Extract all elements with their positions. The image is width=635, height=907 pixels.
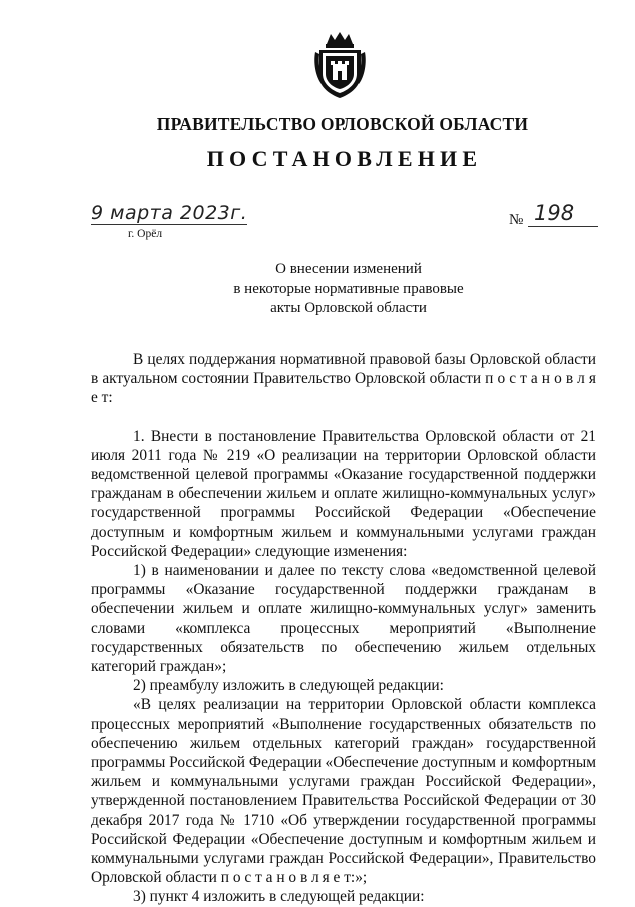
government-title: ПРАВИТЕЛЬСТВО ОРЛОВСКОЙ ОБЛАСТИ	[156, 114, 529, 134]
subject-line: О внесении изменений	[275, 261, 422, 277]
subject-line: в некоторые нормативные правовые	[233, 280, 464, 297]
paragraph-quote: «В целях реализации на территории Орловской области комплекса процессных мероприятий «Выполнение государственных обязательств по обеспечению жильем отдельных категорий граждан» государственной программы Российской Федерации «Обеспечение доступным и комфортным жильем и коммунальными услугами граждан Российской Федерации», утвержденной постановлением Правительства Российской Федерации от 30 декабря 2017 года № 1710 «Об утверждении государственной программы Российской Федерации «Обеспечение доступным и комфортным жильем и коммунальными услугами граждан Российской Федерации», Правительство Орловской области п о с т а н о в л я е т:»;	[91, 696, 596, 887]
paragraph-subitem-2: 2) преамбулу изложить в следующей редакции:	[133, 677, 444, 695]
paragraph-preamble: В целях поддержания нормативной правовой базы Орловской области в актуальном состоянии Правительство Орловской области п о с т а н о в л я е т:	[91, 351, 596, 407]
handwritten-number: 198	[528, 200, 598, 227]
document-type: ПОСТАНОВЛЕНИЕ	[206, 146, 483, 171]
document-body	[91, 350, 596, 907]
document-subject	[0, 260, 635, 319]
paragraph-subitem-3: 3) пункт 4 изложить в следующей редакции:	[133, 888, 425, 906]
handwritten-date: 9 марта 2023г.	[91, 202, 248, 224]
city: г. Орёл	[128, 228, 163, 240]
paragraph-item-1: 1. Внести в постановление Правительства Орловской области от 21 июля 2011 года № 219 «О реализации на территории Орловской области ведомственной целевой программы «Оказание государственной поддержки гражданам в обеспечении жильем и оплате жилищно-коммунальных услуг» государственной программы Российской Федерации «Обеспечение доступным и комфортным жильем и коммунальными услугами граждан Российской Федерации» следующие изменения:	[91, 427, 596, 560]
coat-of-arms-icon	[313, 30, 367, 100]
number-label: №	[509, 212, 524, 228]
subject-line: акты Орловской области	[270, 300, 427, 316]
paragraph-subitem-1: 1) в наименовании и далее по тексту слова «ведомственной целевой программы «Оказание государственной поддержки гражданам в обеспечении жильем и оплате жилищно-коммунальных услуг» заменить словами «комплекса процессных мероприятий «Выполнение государственных обязательств по обеспечению жильем отдельных категорий граждан»;	[91, 562, 596, 676]
